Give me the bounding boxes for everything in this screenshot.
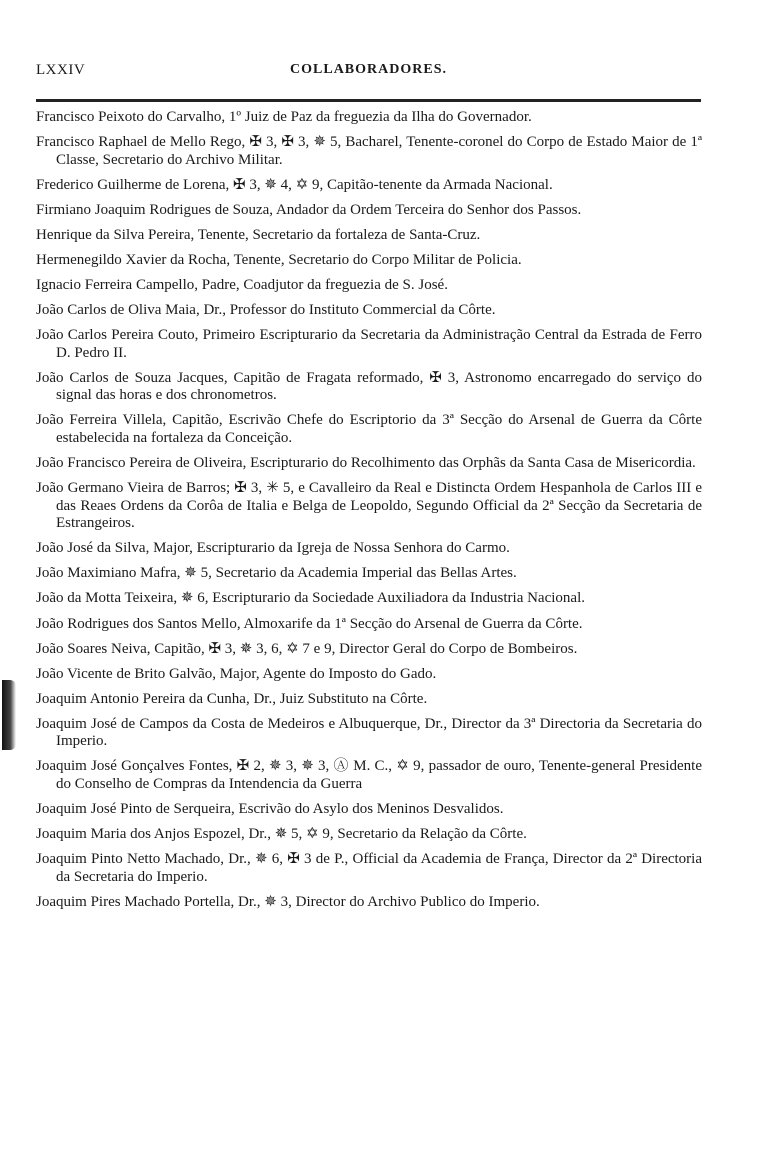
list-item: João José da Silva, Major, Escripturario da Igreja de Nossa Senhora do Carmo. bbox=[36, 540, 510, 557]
list-item: Joaquim Pinto Netto Machado, Dr., ✵ 6, ✠ 3 de P., Official da Academia de França, Director da 2ª Directoria da Secretaria do Imperio. bbox=[36, 851, 702, 885]
list-item: João da Motta Teixeira, ✵ 6, Escripturario da Sociedade Auxiliadora da Industria Nacional. bbox=[36, 590, 585, 607]
binding-shadow bbox=[2, 680, 16, 750]
list-item: Joaquim José de Campos da Costa de Medeiros e Albuquerque, Dr., Director da 3ª Directoria da Secretaria do Imperio. bbox=[36, 715, 702, 750]
list-item: João Germano Vieira de Barros; ✠ 3, ✳ 5, e Cavalleiro da Real e Distincta Ordem Hespanhola de Carlos III e das Reaes Ordens da Corôa de Italia e Belga de Leopoldo, Segundo Official da 2ª Secção da Secretaria de Estrangeiros. bbox=[36, 480, 702, 532]
list-item: Francisco Peixoto do Carvalho, 1º Juiz de Paz da freguezia da Ilha do Governador. bbox=[36, 109, 532, 125]
collaborators-list bbox=[36, 109, 702, 919]
list-item: Ignacio Ferreira Campello, Padre, Coadjutor da freguezia de S. José. bbox=[36, 277, 448, 294]
list-item: João Carlos de Oliva Maia, Dr., Professor do Instituto Commercial da Côrte. bbox=[36, 302, 496, 319]
list-item: Frederico Guilherme de Lorena, ✠ 3, ✵ 4, ✡ 9, Capitão-tenente da Armada Nacional. bbox=[36, 176, 553, 193]
list-item: Francisco Raphael de Mello Rego, ✠ 3, ✠ 3, ✵ 5, Bacharel, Tenente-coronel do Corpo de Estado Maior de 1ª Classe, Secretario do Archivo Militar. bbox=[36, 134, 702, 168]
list-item: Joaquim Antonio Pereira da Cunha, Dr., Juiz Substituto na Côrte. bbox=[36, 690, 428, 707]
list-item: Joaquim José Gonçalves Fontes, ✠ 2, ✵ 3, ✵ 3, Ⓐ M. C., ✡ 9, passador de ouro, Tenente-general Presidente do Conselho de Compras da Intendencia da Guerra bbox=[36, 758, 702, 792]
list-item: João Carlos de Souza Jacques, Capitão de Fragata reformado, ✠ 3, Astronomo encarregado do serviço do signal das horas e dos chronometros. bbox=[36, 369, 702, 404]
list-item: João Vicente de Brito Galvão, Major, Agente do Imposto do Gado. bbox=[36, 665, 437, 682]
list-item: Joaquim Maria dos Anjos Espozel, Dr., ✵ 5, ✡ 9, Secretario da Relação da Côrte. bbox=[36, 826, 527, 843]
page-title: COLLABORADORES. bbox=[290, 62, 447, 77]
list-item: João Francisco Pereira de Oliveira, Escripturario do Recolhimento das Orphãs da Santa Casa de Misericordia. bbox=[36, 455, 696, 472]
list-item: João Carlos Pereira Couto, Primeiro Escripturario da Secretaria da Administração Central da Estrada de Ferro D. Pedro II. bbox=[36, 327, 702, 361]
header-rule bbox=[36, 99, 701, 102]
page-header bbox=[36, 62, 701, 84]
list-item: Firmiano Joaquim Rodrigues de Souza, Andador da Ordem Terceira do Senhor dos Passos. bbox=[36, 201, 582, 218]
list-item: Hermenegildo Xavier da Rocha, Tenente, Secretario do Corpo Militar de Policia. bbox=[36, 251, 522, 268]
list-item: João Rodrigues dos Santos Mello, Almoxarife da 1ª Secção do Arsenal de Guerra da Côrte. bbox=[36, 615, 583, 632]
list-item: João Maximiano Mafra, ✵ 5, Secretario da Academia Imperial das Bellas Artes. bbox=[36, 565, 517, 582]
page-number: LXXIV bbox=[36, 62, 86, 78]
list-item: Henrique da Silva Pereira, Tenente, Secretario da fortaleza de Santa-Cruz. bbox=[36, 226, 481, 243]
list-item: Joaquim Pires Machado Portella, Dr., ✵ 3, Director do Archivo Publico do Imperio. bbox=[36, 893, 540, 910]
list-item: João Soares Neiva, Capitão, ✠ 3, ✵ 3, 6, ✡ 7 e 9, Director Geral do Corpo de Bombeiros. bbox=[36, 640, 578, 657]
list-item: Joaquim José Pinto de Serqueira, Escrivão do Asylo dos Meninos Desvalidos. bbox=[36, 801, 504, 818]
list-item: João Ferreira Villela, Capitão, Escrivão Chefe do Escriptorio da 3ª Secção do Arsenal de Guerra da Côrte estabelecida na fortaleza da Conceição. bbox=[36, 412, 702, 446]
